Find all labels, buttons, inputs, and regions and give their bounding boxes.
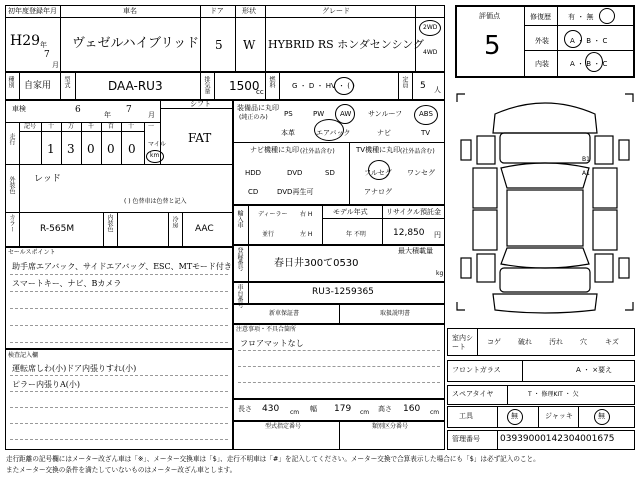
selling-point-line: 助手席エアバック、サイドエアバッグ、ESC、MTモード付き <box>12 262 232 271</box>
evaluation-score: 5 <box>484 31 501 61</box>
shift-value: FAT <box>188 131 212 145</box>
right-quarter <box>595 254 613 282</box>
exterior-grade: A ・ B ・ C <box>570 37 608 45</box>
mileage-digit: 0 <box>87 142 95 156</box>
first-reg-month: 7 <box>44 50 50 60</box>
car-hood <box>500 133 590 163</box>
registration-number: 春日井300て0530 <box>274 258 359 269</box>
car-front-outline <box>493 103 597 133</box>
grade: HYBRID RS ホンダセンシング <box>268 38 424 51</box>
car-name-label: 車名 <box>123 7 137 15</box>
left-quarter <box>477 254 495 282</box>
interior-b-circle <box>585 52 603 72</box>
car-trunk <box>500 268 590 292</box>
left-rear-wheel <box>461 258 471 278</box>
notes-value: フロアマットなし <box>240 339 304 348</box>
ac-value: AAC <box>195 224 214 234</box>
repair-value: 有 ・ 無 <box>568 13 594 21</box>
footer-line-1: 走行距離の記号欄にはメーター改ざん車は「※」、メーター交換車は「$」、走行不明車は「#」を記入してください。メーター交換で合算表示した場合にも「$」は必ず記入のこと。 <box>6 455 540 463</box>
car-cabin <box>507 190 583 246</box>
right-fender <box>595 136 613 164</box>
car-name: ヴェゼルハイブリッド <box>72 36 200 51</box>
exterior-color: レッド <box>34 174 61 184</box>
car-diagram <box>455 88 635 316</box>
mileage-digit: 0 <box>128 142 136 156</box>
doors: 5 <box>215 38 223 52</box>
equip-pw: PW <box>313 110 325 118</box>
jack-value: 無 <box>598 412 605 420</box>
tools-none-circle <box>507 409 523 425</box>
width-value: 179 <box>334 404 352 414</box>
model-value: DAA-RU3 <box>108 79 163 93</box>
chassis-number: RU3-1259365 <box>312 287 374 297</box>
right-rear-wheel <box>619 258 629 278</box>
left-door-rear <box>473 210 497 250</box>
abs-circle <box>414 105 438 125</box>
fuel-hv-circle <box>334 77 354 95</box>
car-rear-outline <box>493 294 597 313</box>
notes-block <box>233 324 445 399</box>
inspector-line: ピラー内張りA(小) <box>12 380 81 389</box>
management-number: 03939000142304001675 <box>500 434 615 444</box>
right-door-rear <box>593 210 617 250</box>
type-row <box>5 72 445 100</box>
height-value: 160 <box>403 404 421 414</box>
displacement-value: 1500 <box>229 79 260 93</box>
equip-ps: PS <box>284 110 293 118</box>
inspection-year: 6 <box>75 105 81 115</box>
length-value: 430 <box>262 404 280 414</box>
drive-2wd: 2WD <box>423 24 438 31</box>
inspection-month: 7 <box>126 105 132 115</box>
color-code-value: R-565M <box>40 224 75 234</box>
mileage-digit: 1 <box>47 142 55 156</box>
car-windshield <box>501 163 589 188</box>
recycle-value: 12,850 <box>393 228 425 238</box>
diagram-mark-b1: B1 <box>582 156 590 163</box>
interior-grade: A ・ B ・ C <box>570 60 608 68</box>
left-door-front <box>473 168 497 208</box>
selling-point-line: スマートキー、ナビ、Bカメラ <box>12 279 122 288</box>
fuel-options: G ・ D ・ HV ・ ( ) <box>292 82 355 90</box>
equip-aw: AW <box>340 110 352 118</box>
capacity-value: 5 <box>420 81 426 91</box>
inspector-line: 運転席しわ(小)ドア内張りすれ(小) <box>12 364 137 373</box>
glass-value: A ・ ×要え <box>576 366 613 374</box>
auction-sheet: 初年度登録年月 H29 年 7 月 車名 ヴェゼルハイブリッド ドア 5 形状 W グレード HYBRID RS ホンダセンシング 2WD 4WD 種別 自家用 型式 DAA-RU3 排気量 1500 cc 燃料 G ・ D ・ HV ・ ( ) 定員 5 人 車検 6 年 7 月 シフト FAT 走行 記号 十 万 千 百 十 一 1 3 0 0 0 マイル km 外装色 レッド ( ) 色替車は色替と記入 カラー R-565M 内装色 冷房 AAC セールスポイント 助手席エアバック、サイドエアバッグ、ESC、MTモード付き スマートキー、ナビ、Bカメラ 検査記入欄 運転席しわ(小)ドア内張りすれ(小) ピラー内張りA(小) 装備品に丸印 (純正のみ) PS PW AW サンルーフ ABS 本革 エアバック ナビ TV ナビ機種に丸印 (社外品含む) HDD DVD SD CD DVD再生可 TV機種に丸印 (社外品含む) フルセグ ワンセグ アナログ 輸入車 ディーラー 右 H 並行 左 H モデル年式 年 不明 リサイクル預託金 12,850 円 登録番号 最大積載量 春日井300て0530 kg 車台番号 RU3-1259365 新車保証書 取扱説明書 注意事項・不具合箇所 フロアマットなし 長さ 430 cm 幅 179 cm 高さ 160 cm 型式指定番号 類別区分番号 評価点 5 修復歴 有 ・ 無 外装 A ・ B ・ C 内装 A ・ B ・ C B1 A1 室内シート コゲ 破れ 汚れ 穴 キズ フロントガラス A ・ ×要え スペアタイヤ T ・ 修理KIT ・ 欠 工具 無 ジャッキ 無 管理番号 03939000142304001675 走行距離の記号欄にはメーター改ざん車は「※」、メーター交換車は「$」、走行不明車は「#」を記入してください。メーター交換で合算表示した場合にも「$」は必ず記入のこと。 またメーター交換の条件を満たしていないものはメーター改ざん車とします。 <box>0 0 640 480</box>
mileage-digit: 3 <box>67 142 75 156</box>
jack-none-circle <box>594 409 610 425</box>
drive-4wd: 4WD <box>423 49 438 56</box>
first-reg-year: H29 <box>10 33 41 49</box>
airbag-circle <box>314 119 344 141</box>
right-door-front <box>593 168 617 208</box>
type-value: 自家用 <box>24 81 52 91</box>
right-front-wheel <box>619 140 629 160</box>
equip-abs: ABS <box>419 110 433 118</box>
repair-none-circle <box>599 8 615 24</box>
mileage-digit: 0 <box>107 142 115 156</box>
footer-line-2: またメーター交換の条件を満たしていないものはメーター改ざん車とします。 <box>6 466 237 474</box>
shape: W <box>243 38 256 52</box>
exterior-a-circle <box>564 30 582 48</box>
fullseg-circle <box>368 160 390 180</box>
left-fender <box>477 136 495 164</box>
equip-sunroof: サンルーフ <box>368 110 403 118</box>
diagram-mark-a1: A1 <box>582 170 590 177</box>
car-rear-window <box>501 248 589 268</box>
spare-value: T ・ 修理KIT ・ 欠 <box>528 391 579 398</box>
tools-value: 無 <box>511 412 518 420</box>
left-front-wheel <box>461 140 471 160</box>
first-reg-label: 初年度登録年月 <box>8 7 57 15</box>
